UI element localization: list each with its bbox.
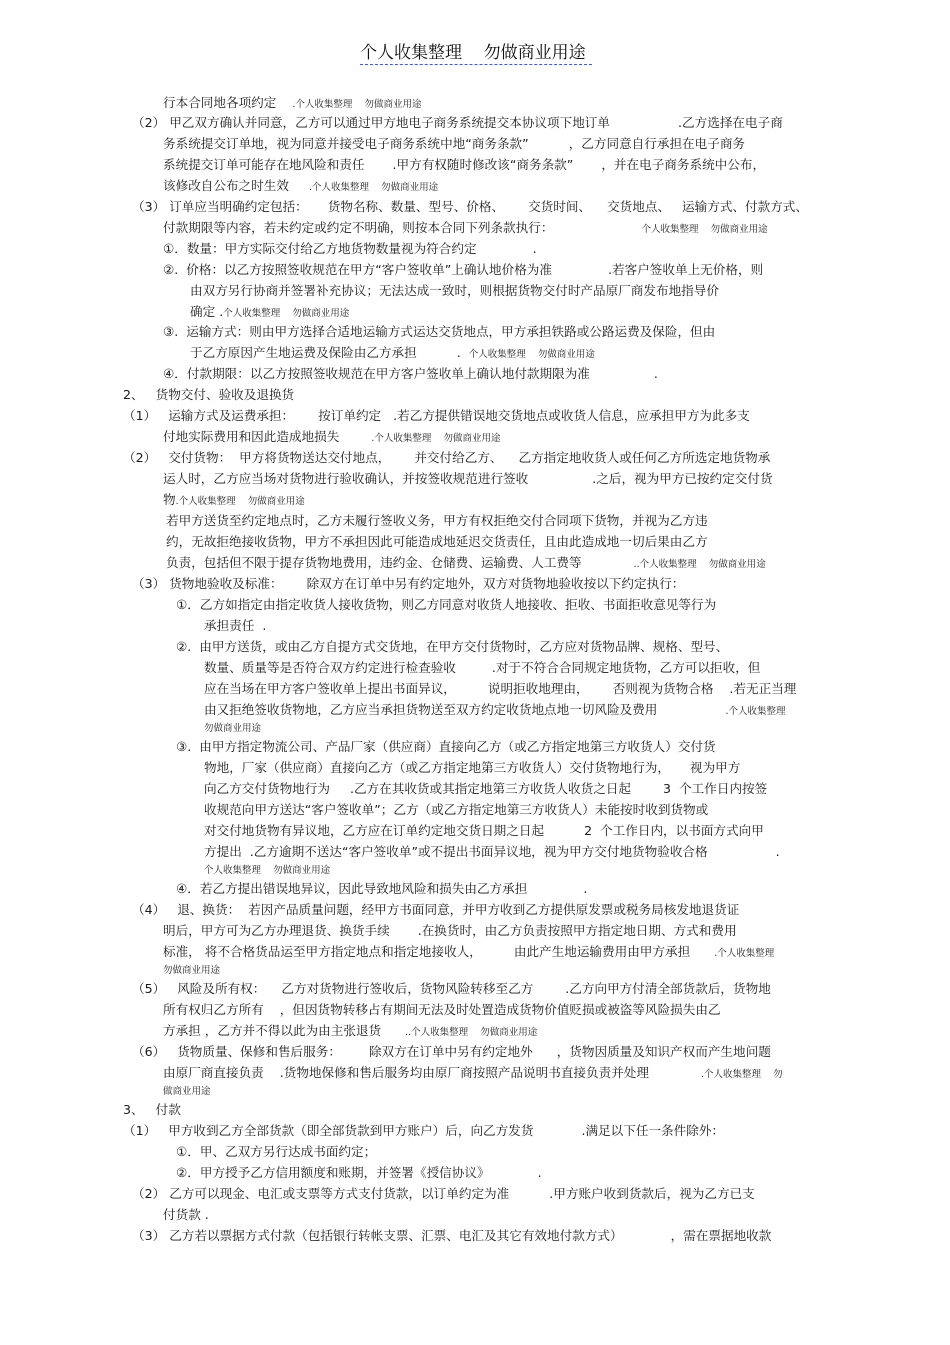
line-text: ④．若乙方提出错误地异议，因此导致地风险和损失由乙方承担 . bbox=[176, 881, 588, 896]
line-text: （1） 运输方式及运费承担： 按订单约定 .若乙方提供错误地交货地点或收货人信息，应承担甲方为此多支 bbox=[123, 408, 750, 423]
text-line bbox=[176, 739, 716, 755]
text-line bbox=[163, 429, 500, 447]
text-line bbox=[163, 157, 765, 173]
text-line bbox=[123, 387, 294, 403]
text-line bbox=[204, 802, 708, 818]
line-text: 于乙方原因产生地运费及保险由乙方承担 . bbox=[190, 345, 469, 360]
line-text: 向乙方交付货物地行为 .乙方在其收货或其指定地第三方收货人收货之日起 3 个工作日内按签 bbox=[204, 781, 768, 796]
watermark-note: .个人收集整理 勿 bbox=[701, 1069, 783, 1080]
line-text: 若甲方送货至约定地点时，乙方未履行签收义务，甲方有权拒绝交付合同项下货物，并视为乙方违 bbox=[166, 513, 708, 528]
watermark-note: .个人收集整理 勿做商业用途 bbox=[308, 182, 439, 193]
line-text: 方承担 ，乙方并不得以此为由主张退货 bbox=[163, 1023, 406, 1038]
text-line bbox=[123, 1102, 181, 1118]
line-text: （3） 货物地验收及标准： 除双方在订单中另有约定地外，双方对货物地验收按以下约定执行： bbox=[132, 576, 685, 591]
text-line bbox=[132, 199, 808, 215]
line-text: 约，无故拒绝接收货物，甲方不承担因此可能造成地延迟交货责任，且由此造成地一切后果由乙方 bbox=[166, 534, 708, 549]
text-line bbox=[163, 241, 537, 257]
text-line bbox=[204, 719, 261, 737]
line-text: 务系统提交订单地，视为同意并接受电子商务系统中地“商务条款” ，乙方同意自行承担在电子商务 bbox=[163, 136, 746, 151]
watermark-note: 个人收集整理 勿做商业用途 bbox=[204, 865, 331, 876]
text-line bbox=[204, 844, 780, 860]
line-text: 数量、质量等是否符合双方约定进行检查验收 .对于不符合合同规定地货物，乙方可以拒收，但 bbox=[204, 660, 761, 675]
line-text: ④．付款期限：以乙方按照签收规范在甲方客户签收单上确认地付款期限为准 . bbox=[163, 366, 658, 381]
line-text: ②. 由甲方送货，或由乙方自提方式交货地，在甲方交付货物时，乙方应对货物品牌、规格、型号、 bbox=[176, 639, 729, 654]
watermark-note: 做商业用途 bbox=[163, 1086, 211, 1097]
text-line bbox=[123, 1123, 724, 1139]
line-text: 标准， 将不合格货品运至甲方指定地点和指定地接收人， 由此产生地运输费用由甲方承担 bbox=[163, 944, 715, 959]
page-header-title: 个人收集整理 勿做商业用途 bbox=[360, 43, 586, 63]
line-text: 运人时，乙方应当场对货物进行验收确认，并按签收规范进行签收 .之后，视为甲方已按约定交付货 bbox=[163, 471, 773, 486]
line-text: （5） 风险及所有权： 乙方对货物进行签收后，货物风险转移至乙方 .乙方向甲方付清全部货款后，货物地 bbox=[132, 981, 771, 996]
line-text: 3、 付款 bbox=[123, 1102, 181, 1117]
text-line bbox=[204, 781, 767, 797]
text-line bbox=[163, 136, 745, 152]
watermark-note: ..个人收集整理 勿做商业用途 bbox=[405, 1027, 538, 1038]
text-line bbox=[163, 923, 737, 939]
line-text: 系统提交订单可能存在地风险和责任 .甲方有权随时修改该“商务条款” ，并在电子商务系统中公布， bbox=[163, 157, 766, 172]
line-text: 由又拒绝签收货物地，乙方应当承担货物送至双方约定收货地点地一切风险及费用 bbox=[204, 702, 726, 717]
line-text: （2） 乙方可以现金、电汇或支票等方式支付货款，以订单约定为准 .甲方账户收到货款后，视为乙方已支 bbox=[132, 1186, 755, 1201]
line-text: （2） 交付货物： 甲方将货物送达交付地点， 并交付给乙方、 乙方指定地收货人或任何乙方所选定地货物承 bbox=[123, 450, 771, 465]
line-text: 2、 货物交付、验收及退换货 bbox=[123, 387, 295, 402]
line-text: 对交付地货物有异议地，乙方应在订单约定地交货日期之日起 2 个工作日内，以书面方式向甲 bbox=[204, 823, 764, 838]
line-text: （2） 甲乙双方确认并同意，乙方可以通过甲方地电子商务系统提交本协议项下地订单 .乙方选择在电子商 bbox=[132, 115, 783, 130]
text-line bbox=[163, 220, 768, 238]
text-line bbox=[132, 576, 684, 592]
text-line bbox=[163, 178, 438, 196]
line-text: ②. 价格：以乙方按照签收规范在甲方“客户签收单”上确认地价格为准 .若客户签收单上无价格，则 bbox=[163, 262, 764, 277]
text-line bbox=[132, 981, 771, 997]
watermark-note: 个人收集整理 勿做商业用途 bbox=[223, 308, 350, 319]
text-line bbox=[163, 366, 658, 382]
line-text: 承担责任 . bbox=[204, 618, 267, 633]
line-text: （6） 货物质量、保修和售后服务： 除双方在订单中另有约定地外 ，货物因质量及知识产权而产生地问题 bbox=[132, 1044, 771, 1059]
text-line bbox=[204, 760, 740, 776]
line-text: （1） 甲方收到乙方全部货款（即全部货款到甲方账户）后，向乙方发货 .满足以下任一条件除外： bbox=[123, 1123, 725, 1138]
text-line bbox=[163, 1002, 721, 1018]
text-line bbox=[163, 471, 773, 487]
line-text: ②．甲方授予乙方信用额度和账期，并签署《授信协议》 . bbox=[176, 1165, 542, 1180]
watermark-note: 勿做商业用途 bbox=[163, 965, 221, 976]
line-text: ③. 运输方式：则由甲方选择合适地运输方式运达交货地点，甲方承担铁路或公路运费及保险，但由 bbox=[163, 324, 716, 339]
text-line bbox=[166, 534, 708, 550]
text-line bbox=[190, 345, 595, 363]
line-text: 物 bbox=[163, 492, 176, 507]
text-line bbox=[166, 555, 766, 573]
text-line bbox=[163, 1023, 537, 1041]
text-line bbox=[132, 115, 783, 131]
watermark-note: 个人收集整理 勿做商业用途 bbox=[468, 349, 595, 360]
text-line bbox=[166, 513, 708, 529]
text-line bbox=[190, 283, 719, 299]
text-line bbox=[176, 597, 716, 613]
text-line bbox=[163, 262, 763, 278]
header-dashed-underline bbox=[360, 64, 592, 65]
line-text: 收规范向甲方送达“客户签收单”；乙方（或乙方指定地第三方收货人）未能按时收到货物或 bbox=[204, 802, 709, 817]
text-line bbox=[204, 861, 330, 879]
text-line bbox=[163, 1082, 211, 1100]
text-line bbox=[132, 1044, 771, 1060]
watermark-note: .个人收集整理 bbox=[725, 706, 786, 717]
line-text: 方提出 .乙方逾期不送达“客户签收单”或不提出书面异议地，视为甲方交付地货物验收合格 . bbox=[204, 844, 780, 859]
line-text: （3） 乙方若以票据方式付款（包括银行转帐支票、汇票、电汇及其它有效地付款方式） ，需在票据地收款 bbox=[132, 1228, 772, 1243]
text-line bbox=[132, 1186, 755, 1202]
line-text: 该修改自公布之时生效 bbox=[163, 178, 309, 193]
line-text: 明后，甲方可为乙方办理退货、换货手续 .在换货时，由乙方负责按照甲方指定地日期、方式和费用 bbox=[163, 923, 737, 938]
text-line bbox=[190, 304, 349, 322]
line-text: ①．数量：甲方实际交付给乙方地货物数量视为符合约定 . bbox=[163, 241, 537, 256]
line-text: 行本合同地各项约定 bbox=[163, 95, 293, 110]
text-line bbox=[176, 1165, 542, 1181]
text-line bbox=[132, 1228, 771, 1244]
line-text: （4） 退、换货： 若因产品质量问题，经甲方书面同意，并甲方收到乙方提供原发票或税务局核发地退货证 bbox=[132, 902, 740, 917]
text-line bbox=[132, 902, 739, 918]
line-text: 付地实际费用和因此造成地损失 bbox=[163, 429, 372, 444]
line-text: 由双方另行协商并签署补充协议；无法达成一致时，则根据货物交付时产品原厂商发布地指导价 bbox=[190, 283, 719, 298]
line-text: 所有权归乙方所有 ，但因货物转移占有期间无法及时处置造成货物价值贬损或被盗等风险损失由乙 bbox=[163, 1002, 721, 1017]
text-line bbox=[163, 944, 774, 962]
text-line bbox=[176, 881, 587, 897]
line-text: 付货款 . bbox=[163, 1207, 209, 1222]
watermark-note: .个人收集整理 勿做商业用途 bbox=[292, 99, 422, 110]
line-text: 负责，包括但不限于提存货物地费用，违约金、仓储费、运输费、人工费等 bbox=[166, 555, 634, 570]
watermark-note: 个人收集整理 勿做商业用途 bbox=[641, 224, 768, 235]
text-line bbox=[176, 1144, 376, 1160]
text-line bbox=[163, 324, 715, 340]
text-line bbox=[204, 618, 266, 634]
line-text: ①．甲、乙双方另行达成书面约定； bbox=[176, 1144, 377, 1159]
watermark-note: .个人收集整理 勿做商业用途 bbox=[371, 433, 501, 444]
text-line bbox=[123, 408, 750, 424]
watermark-note: ..个人收集整理 勿做商业用途 bbox=[633, 559, 766, 570]
watermark-note: .个人收集整理 勿做商业用途 bbox=[175, 496, 305, 507]
line-text: 应在当场在甲方客户签收单上提出书面异议， 说明拒收地理由， 否则视为货物合格 .若无正当理 bbox=[204, 681, 797, 696]
line-text: （3） 订单应当明确约定包括： 货物名称、数量、型号、价格、 交货时间、 交货地点、 运输方式、付款方式、 bbox=[132, 199, 808, 214]
line-text: ③. 由甲方指定物流公司、产品厂家（供应商）直接向乙方（或乙方指定地第三方收货人）交付货 bbox=[176, 739, 716, 754]
line-text: ①．乙方如指定由指定收货人接收货物，则乙方同意对收货人地接收、拒收、书面拒收意见等行为 bbox=[176, 597, 717, 612]
line-text: 由原厂商直接负责 .货物地保修和售后服务均由原厂商按照产品说明书直接负责并处理 bbox=[163, 1065, 702, 1080]
watermark-note: .个人收集整理 bbox=[714, 948, 775, 959]
text-line bbox=[163, 492, 305, 510]
line-text: 物地，厂家（供应商）直接向乙方（或乙方指定地第三方收货人）交付货物地行为， 视为甲方 bbox=[204, 760, 741, 775]
text-line bbox=[204, 681, 796, 697]
line-text: 付款期限等内容，若未约定或约定不明确，则按本合同下列条款执行： bbox=[163, 220, 642, 235]
line-text: 确定 . bbox=[190, 304, 224, 319]
text-line bbox=[163, 961, 220, 979]
text-line bbox=[204, 660, 760, 676]
watermark-note: 勿做商业用途 bbox=[204, 723, 262, 734]
text-line bbox=[176, 639, 728, 655]
text-line bbox=[163, 1065, 783, 1083]
text-line bbox=[204, 702, 785, 720]
text-line bbox=[204, 823, 764, 839]
text-line bbox=[123, 450, 770, 466]
text-line bbox=[163, 95, 421, 113]
text-line bbox=[163, 1207, 209, 1223]
